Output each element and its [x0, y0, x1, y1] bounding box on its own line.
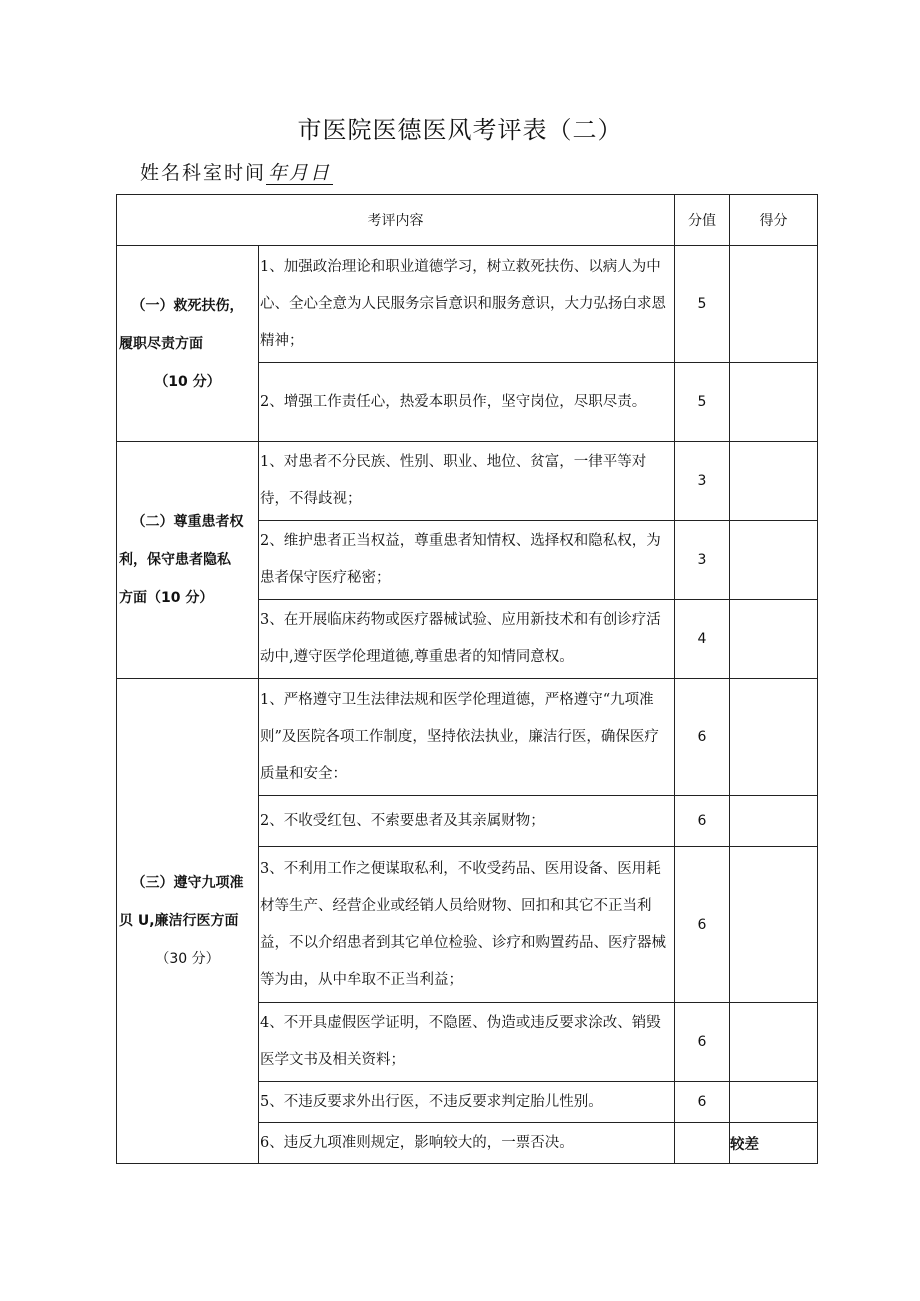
category-2	[117, 442, 259, 679]
score-cell[interactable]	[730, 1082, 818, 1123]
criterion-text: 1、加强政治理论和职业道德学习，树立救死扶伤、以病人为中心、全心全意为人民服务宗旨意识和服务意识，大力弘扬白求恩精神；	[259, 246, 675, 363]
criterion-text: 3、在开展临床药物或医疗器械试验、应用新技术和有创诊疗活动中,遵守医学伦理道德,尊重患者的知情同意权。	[259, 600, 675, 679]
evaluation-table	[116, 194, 818, 1164]
criterion-score: 5	[675, 363, 730, 442]
score-cell[interactable]	[730, 442, 818, 521]
score-cell[interactable]	[730, 679, 818, 796]
table-row	[117, 442, 818, 521]
score-cell[interactable]	[730, 363, 818, 442]
criterion-score: 3	[675, 442, 730, 521]
criterion-score: 4	[675, 600, 730, 679]
category-line: （二）尊重患者权	[131, 514, 244, 530]
criterion-score: 6	[675, 1082, 730, 1123]
score-cell[interactable]	[730, 796, 818, 847]
category-line: （30 分）	[155, 951, 220, 967]
criterion-score: 6	[675, 679, 730, 796]
criterion-text: 2、增强工作责任心，热爱本职员作，坚守岗位，尽职尽责。	[259, 363, 675, 442]
category-line: （一）救死扶伤，	[131, 297, 244, 314]
score-cell[interactable]	[730, 521, 818, 600]
info-fields-label: 姓名科室时间	[140, 162, 267, 184]
criterion-text: 3、不利用工作之便谋取私利，不收受药品、医用设备、医用耗材等生产、经营企业或经销人员给财物、回扣和其它不正当利益，不以介绍患者到其它单位检验、诊疗和购置药品、医疗器械等为由，从中牟取不正当利益；	[259, 847, 675, 1003]
criterion-text: 2、不收受红包、不索要患者及其亲属财物；	[259, 796, 675, 847]
criterion-text: 1、严格遵守卫生法律法规和医学伦理道德，严格遵守“九项准则”及医院各项工作制度，坚持依法执业，廉洁行医，确保医疗质量和安全：	[259, 679, 675, 796]
table-header-row	[117, 195, 818, 246]
category-line: 履职尽责方面	[119, 335, 203, 352]
category-line: 利，保守患者隐私	[119, 552, 231, 568]
criterion-score: 6	[675, 847, 730, 1003]
criterion-text: 4、不开具虚假医学证明，不隐匿、伪造或违反要求涂改、销毁医学文书及相关资料；	[259, 1003, 675, 1082]
header-got: 得分	[730, 195, 818, 246]
page-title: 市医院医德医风考评表（二）	[297, 116, 623, 144]
score-cell[interactable]	[730, 1003, 818, 1082]
criterion-score: 3	[675, 521, 730, 600]
category-line: 方面（10 分）	[119, 590, 214, 606]
score-cell[interactable]: 较差	[730, 1123, 818, 1164]
header-score: 分值	[675, 195, 730, 246]
score-cell[interactable]	[730, 847, 818, 1003]
table-row	[117, 246, 818, 363]
table-row	[117, 679, 818, 796]
category-1	[117, 246, 259, 442]
criterion-score: 6	[675, 796, 730, 847]
score-cell[interactable]	[730, 600, 818, 679]
criterion-score	[675, 1123, 730, 1164]
criterion-score: 6	[675, 1003, 730, 1082]
criterion-text: 1、对患者不分民族、性别、职业、地位、贫富，一律平等对待，不得歧视；	[259, 442, 675, 521]
category-3	[117, 679, 259, 1164]
criterion-score: 5	[675, 246, 730, 363]
date-blank: 年月日	[268, 162, 332, 184]
category-line: 贝 U,廉洁行医方面	[119, 913, 239, 929]
criterion-text: 2、维护患者正当权益，尊重患者知情权、选择权和隐私权，为患者保守医疗秘密；	[259, 521, 675, 600]
info-line	[140, 158, 333, 185]
header-content: 考评内容	[117, 195, 675, 246]
category-line: （10 分）	[154, 373, 221, 390]
criterion-text: 5、不违反要求外出行医，不违反要求判定胎儿性别。	[259, 1082, 675, 1123]
criterion-text: 6、违反九项准则规定，影响较大的，一票否决。	[259, 1123, 675, 1164]
category-line: （三）遵守九项准	[131, 875, 244, 891]
score-cell[interactable]	[730, 246, 818, 363]
